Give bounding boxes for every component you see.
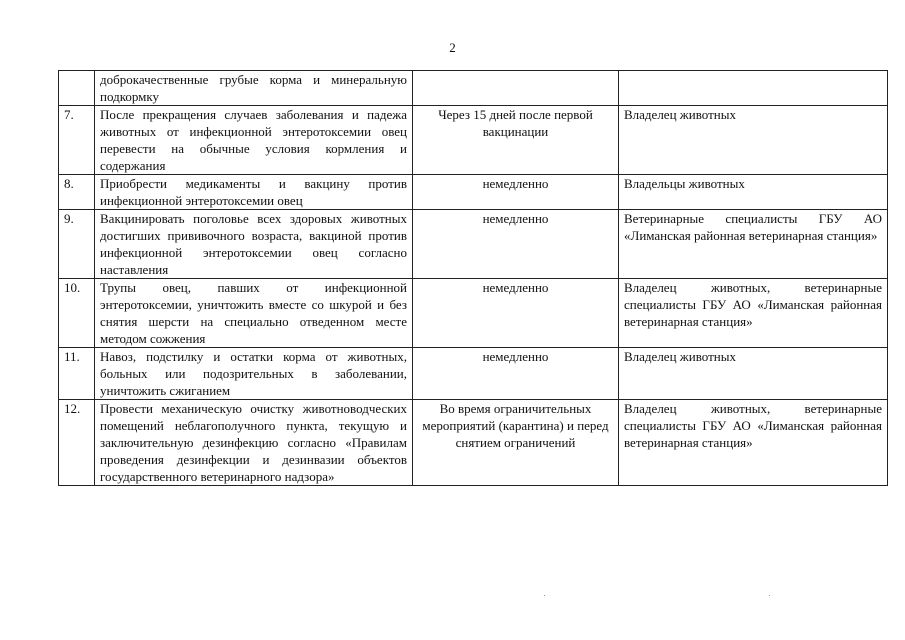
deadline-text: немедленно (413, 210, 619, 279)
measure-text: Трупы овец, павших от инфекционной энтеротоксемии, уничтожить вместе со шкурой и без снятия шерсти на специально отведенном месте методом сожжения (95, 279, 413, 348)
measure-text: доброкачественные грубые корма и минеральную подкормку (95, 71, 413, 106)
responsible-text: Владелец животных, ветеринарные специалисты ГБУ АО «Лиманская районная ветеринарная станция» (619, 400, 888, 486)
deadline-text: Во время ограничительных мероприятий (карантина) и перед снятием ограничений (413, 400, 619, 486)
responsible-text: Владелец животных, ветеринарные специалисты ГБУ АО «Лиманская районная ветеринарная станция» (619, 279, 888, 348)
measure-text: Провести механическую очистку животноводческих помещений неблагополучного пункта, текущую и заключительную дезинфекцию согласно «Правилам проведения дезинфекции и дезинвазии объектов государственного ветеринарного надзора» (95, 400, 413, 486)
responsible-text: Владелец животных (619, 106, 888, 175)
table-row (59, 400, 888, 486)
scan-speck (544, 595, 545, 596)
table-row (59, 210, 888, 279)
responsible-text: Владелец животных (619, 348, 888, 400)
table-row (59, 279, 888, 348)
measure-text: Навоз, подстилку и остатки корма от животных, больных или подозрительных в заболевании, уничтожить сжиганием (95, 348, 413, 400)
row-number: 12. (59, 400, 95, 486)
row-number: 8. (59, 175, 95, 210)
deadline-text: немедленно (413, 348, 619, 400)
deadline-text: немедленно (413, 279, 619, 348)
row-number (59, 71, 95, 106)
row-number: 9. (59, 210, 95, 279)
responsible-text: Ветеринарные специалисты ГБУ АО «Лиманская районная ветеринарная станция» (619, 210, 888, 279)
deadline-text: немедленно (413, 175, 619, 210)
table-row (59, 175, 888, 210)
measure-text: После прекращения случаев заболевания и падежа животных от инфекционной энтеротоксемии овец перевести на обычные условия кормления и содержания (95, 106, 413, 175)
table-row (59, 106, 888, 175)
responsible-text (619, 71, 888, 106)
row-number: 10. (59, 279, 95, 348)
table-row (59, 71, 888, 106)
measures-table (58, 70, 888, 486)
measure-text: Вакцинировать поголовье всех здоровых животных достигших прививочного возраста, вакциной против инфекционной энтеротоксемии овец согласно наставления (95, 210, 413, 279)
scan-speck (769, 595, 770, 596)
responsible-text: Владельцы животных (619, 175, 888, 210)
row-number: 11. (59, 348, 95, 400)
deadline-text (413, 71, 619, 106)
row-number: 7. (59, 106, 95, 175)
table-row (59, 348, 888, 400)
measure-text: Приобрести медикаменты и вакцину против инфекционной энтеротоксемии овец (95, 175, 413, 210)
page-number: 2 (449, 40, 456, 55)
deadline-text: Через 15 дней после первой вакцинации (413, 106, 619, 175)
